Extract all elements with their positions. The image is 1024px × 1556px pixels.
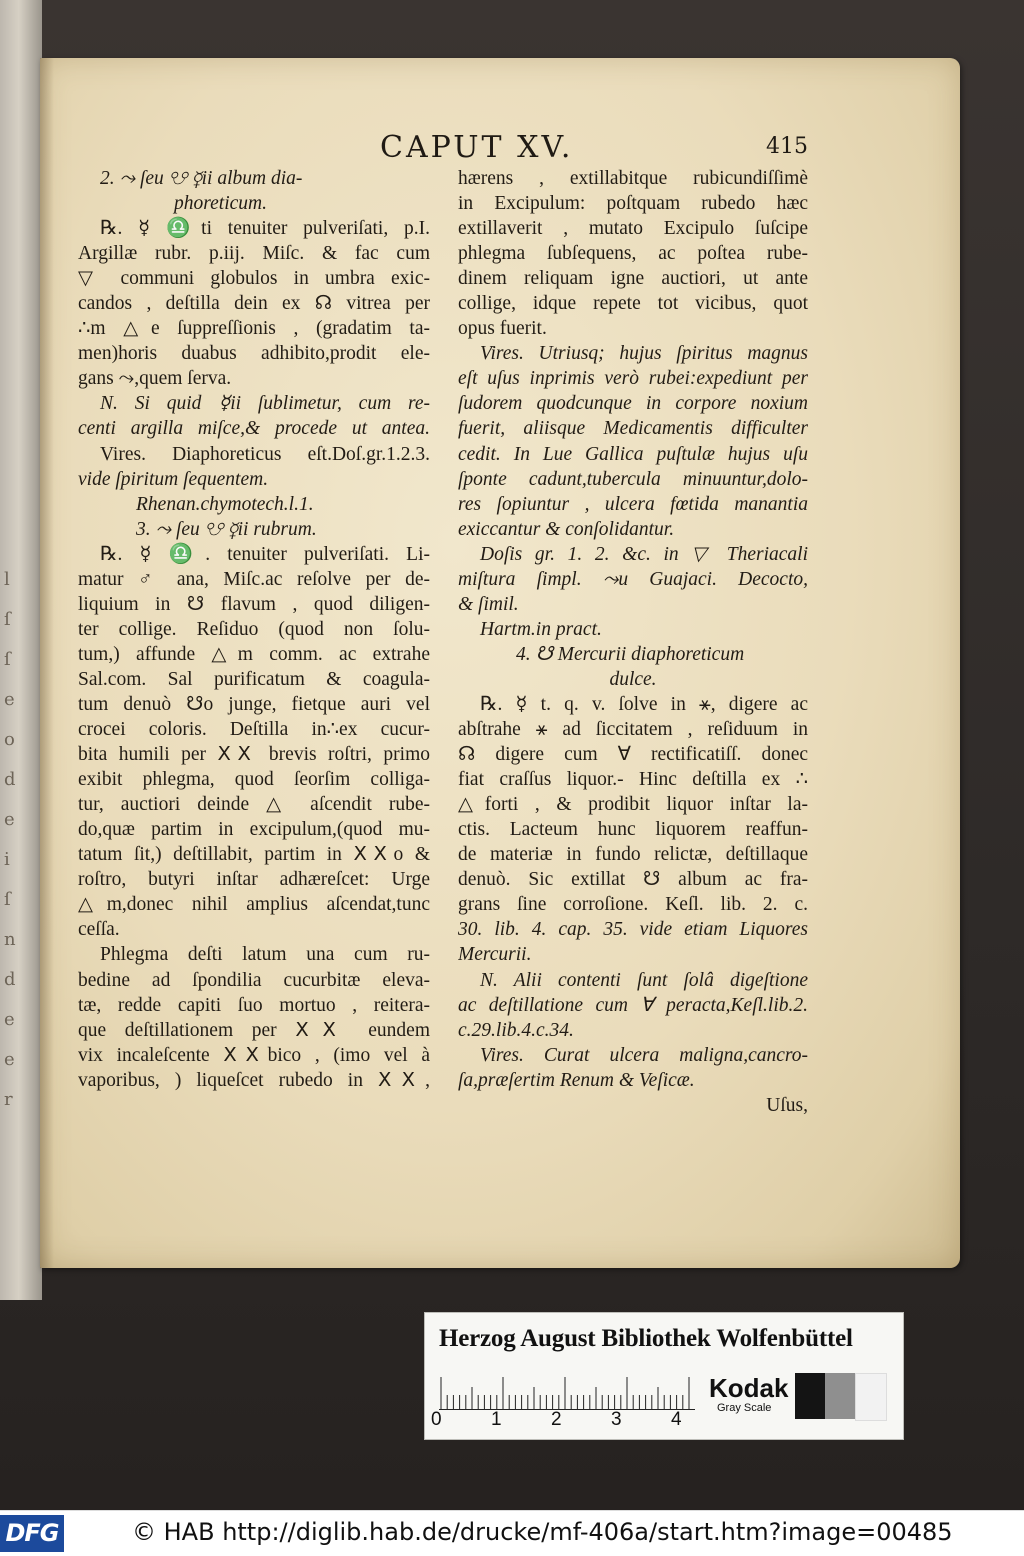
copyright-link[interactable]: © HAB http://diglib.hab.de/drucke/mf-406a/start.htm?image=00485 [132,1518,953,1546]
left-text-column [78,166,430,1093]
text-line: N. Alii contenti ſunt ſolâ digeſtione [480,969,808,991]
text-line: de materiæ in fundo relictæ, deſtillaque [458,844,808,866]
text-line: Doſis gr. 1. 2. &c. in ▽ Theriacali [480,543,808,565]
text-line: Vires. Diaphoreticus eſt.Doſ.gr.1.2.3. [100,443,430,465]
edge-letter: e [4,1009,15,1030]
text-line: △forti , & prodibit liquor inſtar la- [458,794,808,816]
edge-letter: d [4,769,16,790]
text-line: N. Si quid ☿ii ſublimetur, cum re- [100,393,430,415]
text-line: phoreticum. [174,193,267,215]
text-line: ☊ digere cum ∀ rectificatiſſ. donec [458,744,808,766]
edge-letter: d [4,969,16,990]
white-swatch [855,1373,887,1421]
text-line: 3. ⤳ ſeu ☋ ☿ii rubrum. [136,518,317,540]
text-line: crocei coloris. Deſtilla in∴ex cucur- [78,719,430,741]
text-line: bita humili per ⅩⅩ brevis roſtri, primo [78,744,430,766]
text-line: 2. ⤳ ſeu ☋ ☿ii album dia- [100,168,303,189]
facing-page-letters [4,560,34,1120]
ruler-number: 3 [611,1409,622,1430]
text-line: vide ſpiritum ſequentem. [78,468,269,490]
text-line: Mercurii. [458,944,532,966]
text-line: opus fuerit. [458,318,547,340]
text-line: ▽ communi globulos in umbra exic- [78,268,430,290]
footer-bar [0,1510,1024,1556]
text-line: centi argilla miſce,& procede ut antea. [78,418,430,440]
text-line: ∴m △e ſuppreſſionis , (gradatim ta- [78,318,430,340]
text-line: ter collige. Reſiduo (quod non ſolu- [78,618,430,640]
text-line: ſa,præſertim Renum & Veſicæ. [458,1069,695,1091]
text-line: collige, idque repete tot vicibus, quot [458,293,808,315]
edge-letter: ſ [4,609,11,630]
gray-swatch [825,1373,855,1419]
text-line: cedit. In Lue Gallica puſtulæ hujus uſu [458,443,808,465]
text-line: ſudorem quodcunque in corpore noxium [458,393,808,415]
running-head: CAPUT XV. [380,130,574,165]
text-line: ceſſa. [78,919,120,941]
text-line: tur, auctiori deinde △ aſcendit rube- [78,794,430,816]
text-line: eſt uſus inprimis verò rubei:expediunt per [458,368,808,390]
text-line: Phlegma deſti latum una cum ru- [100,944,430,966]
black-swatch [795,1373,825,1419]
edge-letter: e [4,809,15,830]
text-line: tæ, redde capiti ſuo mortuo , reitera- [78,994,430,1016]
page-gutter-shadow [40,58,54,1268]
text-line: miſtura ſimpl. ⤳u Guajaci. Decocto, [458,568,808,590]
ruler-numbers [431,1409,701,1431]
text-line: Rhenan.chymotech.l.1. [136,493,314,515]
text-line: bedine ad ſpondilia cucurbitæ eleva- [78,969,430,991]
text-line: in Excipulum: poſtquam rubedo hæc [458,193,808,215]
text-line: gans ⤳,quem ſerva. [78,368,232,390]
text-line: vaporibus, ) liqueſcet rubedo in ⅩⅩ, [78,1069,430,1091]
text-line: tatum ſit,) deſtillabit, partim in ⅩⅩo & [78,844,430,866]
text-line: ac deſtillatione cum ∀ peracta,Keſl.lib.2. [458,994,808,1016]
text-line: que deſtillationem per ⅩⅩ eundem [78,1019,430,1041]
text-line: grans ſine corroſione. Keſl. lib. 2. c. [458,894,808,916]
library-name: Herzog August Bibliothek Wolfenbüttel [439,1325,853,1352]
text-line: liquium in ☋ flavum , quod diligen- [78,593,430,615]
text-line: Sal.com. Sal purificatum & coagula- [78,668,430,690]
text-line: tum,) affunde △m comm. ac extrahe [78,643,430,665]
edge-letter: l [4,569,10,590]
text-line: fuerit, aliisque Medicamentis difficulter [458,418,808,440]
edge-letter: r [4,1089,13,1110]
text-line: roſtro, butyri inſtar adhæreſcet: Urge [78,869,430,891]
facing-page-edge [0,0,42,1300]
edge-letter: ſ [4,889,11,910]
text-line: c.29.lib.4.c.34. [458,1019,574,1041]
text-line: men)horis duabus adhibito,prodit ele- [78,343,430,365]
text-line: fiat craſſus liquor.- Hinc deſtilla ex ∴ [458,769,808,791]
edge-letter: e [4,689,15,710]
text-line: phlegma ſubſequens, ac poſtea rube- [458,243,808,265]
text-line: ſponte cadunt,tubercula minuuntur,dolo- [458,468,808,490]
measurement-ruler [439,1375,695,1410]
color-reference-card [424,1312,904,1440]
text-line: do,quæ partim in excipulum,(quod mu- [78,819,430,841]
text-line: Hartm.in pract. [480,618,602,640]
text-line: Uſus, [766,1094,808,1116]
text-line: abſtrahe ⚹ ad ſiccitatem , reſiduum in [458,719,808,741]
text-line: exiccantur & conſolidantur. [458,518,675,540]
text-line: 4. ☋ Mercurii diaphoreticum [516,643,745,665]
text-line: vix incaleſcente ⅩⅩbico , (imo vel à [78,1044,430,1066]
text-line: extillaverit , mutato Excipulo ſuſcipe [458,218,808,240]
text-line: Argillæ rubr. p.iij. Miſc. & fac cum [78,243,430,265]
text-line: △m,donec nihil amplius aſcendat,tunc [78,894,430,916]
edge-letter: e [4,1049,15,1070]
edge-letter: o [4,729,15,750]
text-line: exibit phlegma, quod ſeorſim colliga- [78,769,430,791]
gray-scale-label: Gray Scale [717,1402,772,1414]
ruler-ticks [439,1375,695,1409]
text-line: ℞. ☿ t. q. v. ſolve in ⚹, digere ac [480,693,808,715]
dfg-logo: DFG [0,1515,64,1552]
text-line: ℞. ☿ ♎. tenuiter pulveriſati. Li- [100,543,430,565]
page-number: 415 [766,134,808,159]
text-line: tum denuò ☋o junge, fietque auri vel [78,693,430,715]
text-line: & ſimil. [458,593,519,615]
edge-letter: ſ [4,649,11,670]
text-line: ℞. ☿ ♎ti tenuiter pulveriſati, p.I. [100,218,430,240]
kodak-logo: Kodak [709,1373,789,1403]
text-line: ctis. Lacteum hunc liquorem reaffun- [458,819,808,841]
ruler-number: 4 [671,1409,682,1430]
right-text-column [458,166,808,1118]
ruler-number: 0 [431,1409,442,1430]
edge-letter: i [4,849,10,870]
text-line: hærens , extillabitque rubicundiſſimè [458,168,808,189]
text-line: Vires. Curat ulcera maligna,cancro- [480,1044,808,1066]
text-line: Vires. Utriusq; hujus ſpiritus magnus [480,343,808,365]
text-line: res ſopiuntur , ulcera fœtida manantia [458,493,808,515]
edge-letter: n [4,929,16,950]
text-line: 30. lib. 4. cap. 35. vide etiam Liquores [458,919,808,941]
text-line: dinem reliquam igne auctiori, ut ante [458,268,808,290]
ruler-number: 1 [491,1409,502,1430]
text-line: dulce. [609,668,657,690]
ruler-number: 2 [551,1409,562,1430]
text-line: candos , deſtilla dein ex ☊ vitrea per [78,293,430,315]
text-line: denuò. Sic extillat ☋ album ac fra- [458,869,808,891]
text-line: matur ♂ ana, Miſc.ac reſolve per de- [78,568,430,590]
